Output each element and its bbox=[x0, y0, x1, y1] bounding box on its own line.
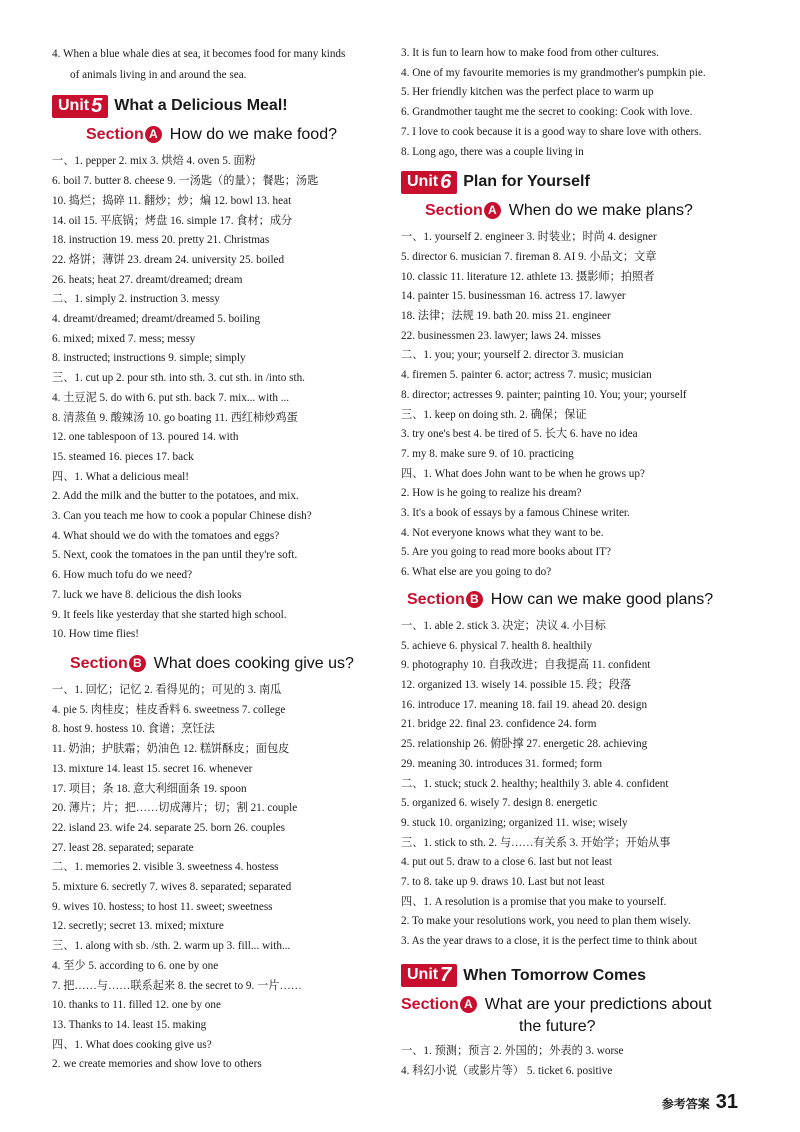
answer-line: 8. 清蒸鱼 9. 酸辣汤 10. go boating 11. 西红柿炒鸡蛋 bbox=[52, 411, 298, 424]
answer-line: 20. 薄片；片；把……切成薄片；切；割 21. couple bbox=[52, 802, 298, 815]
answer-line: 三、1. along with sb. /sth. 2. warm up 3. fill... with... bbox=[52, 940, 291, 953]
answer-line: 3. As the year draws to a close, it is the perfect time to think about bbox=[401, 935, 698, 948]
answer-line: 一、1. 回忆；记忆 2. 看得见的；可见的 3. 南瓜 bbox=[52, 683, 282, 696]
answer-line: 9. photography 10. 自我改进；自我提高 11. confident bbox=[401, 659, 651, 672]
answer-line: 6. Grandmother taught me the secret to cooking: Cook with love. bbox=[401, 106, 693, 119]
answer-line: 2. Add the milk and the butter to the potatoes, and mix. bbox=[52, 490, 299, 503]
answer-line: 三、1. cut up 2. pour sth. into sth. 3. cut sth. in /into sth. bbox=[52, 372, 305, 385]
section-title: When do we make plans? bbox=[508, 202, 693, 220]
section-a-heading bbox=[52, 124, 392, 146]
answer-line: 13. mixture 14. least 15. secret 16. whenever bbox=[52, 762, 253, 775]
answer-line: 三、1. keep on doing sth. 2. 确保；保证 bbox=[401, 408, 587, 421]
unit-7-heading bbox=[401, 964, 731, 988]
answer-line: 2. To make your resolutions work, you need to plan them wisely. bbox=[401, 915, 691, 928]
answer-line: 6. What else are you going to do? bbox=[401, 566, 552, 579]
section-letter-badge: A bbox=[484, 202, 501, 219]
answer-line: 4. What should we do with the tomatoes and eggs? bbox=[52, 529, 280, 542]
answer-line: 4. 土豆泥 5. do with 6. put sth. back 7. mix... with ... bbox=[52, 391, 290, 404]
answer-line: 12. secretly; secret 13. mixed; mixture bbox=[52, 920, 224, 933]
answer-line: 10. How time flies! bbox=[52, 628, 139, 641]
answer-line: 4. Not everyone knows what they want to be. bbox=[401, 526, 604, 539]
text-line: 4. When a blue whale dies at sea, it becomes food for many kinds bbox=[52, 48, 346, 60]
unit-title: When Tomorrow Comes bbox=[463, 966, 647, 984]
answer-line: 5. Are you going to read more books about IT? bbox=[401, 546, 612, 559]
answer-line: 二、1. stuck; stuck 2. healthy; healthily 3. able 4. confident bbox=[401, 777, 669, 790]
answer-line: 一、1. yourself 2. engineer 3. 时装业；时尚 4. designer bbox=[401, 231, 657, 244]
page-footer bbox=[662, 1091, 738, 1114]
section-label: Section B bbox=[407, 589, 483, 611]
page-number: 31 bbox=[715, 1091, 738, 1113]
unit-badge-label: Unit bbox=[58, 96, 90, 114]
answer-line: 22. 烙饼；薄饼 23. dream 24. university 25. boiled bbox=[52, 253, 285, 266]
section-label: Section A bbox=[86, 124, 162, 146]
answer-line: 26. heats; heat 27. dreamt/dreamed; dream bbox=[52, 273, 243, 286]
answer-line: 9. wives 10. hostess; to host 11. sweet; sweetness bbox=[52, 900, 273, 913]
unit-title: Plan for Yourself bbox=[463, 173, 590, 191]
answer-line: 7. I love to cook because it is a good way to share love with others. bbox=[401, 125, 702, 138]
answer-line: 6. How much tofu do we need? bbox=[52, 569, 193, 582]
answer-line: 22. island 23. wife 24. separate 25. born 26. couples bbox=[52, 821, 286, 834]
section-letter-badge: A bbox=[145, 126, 162, 143]
answer-line: 4. put out 5. draw to a close 6. last but not least bbox=[401, 856, 612, 869]
section-b-answers bbox=[401, 617, 731, 952]
answer-line: 一、1. able 2. stick 3. 决定；决议 4. 小目标 bbox=[401, 619, 606, 632]
answer-line: 29. meaning 30. introduces 31. formed; form bbox=[401, 757, 603, 770]
answer-line: 4. 科幻小说（或影片等） 5. ticket 6. positive bbox=[401, 1064, 613, 1077]
answer-line: 4. dreamt/dreamed; dreamt/dreamed 5. boiling bbox=[52, 313, 261, 326]
answer-line: 12. organized 13. wisely 14. possible 15. 段；段落 bbox=[401, 678, 632, 691]
answer-line: 8. director; actresses 9. painter; painting 10. You; your; yourself bbox=[401, 388, 687, 401]
section-title: What does cooking give us? bbox=[153, 654, 354, 672]
answer-line: 10. 捣烂；捣碎 11. 翻炒；炒；煸 12. bowl 13. heat bbox=[52, 194, 292, 207]
answer-line: 17. 项目；条 18. 意大利细面条 19. spoon bbox=[52, 782, 247, 795]
answer-line: 5. organized 6. wisely 7. design 8. energetic bbox=[401, 797, 598, 810]
section-a-answers bbox=[401, 228, 731, 583]
right-column bbox=[401, 44, 731, 1081]
unit-number: 7 bbox=[440, 964, 452, 987]
section-b-answers bbox=[52, 681, 392, 1075]
answer-line: 14. painter 15. businessman 16. actress 17. lawyer bbox=[401, 290, 626, 303]
answer-line: 21. bridge 22. final 23. confidence 24. form bbox=[401, 718, 597, 731]
unit-badge bbox=[401, 171, 457, 194]
answer-line: 一、1. 预测；预言 2. 外国的；外表的 3. worse bbox=[401, 1044, 624, 1057]
answer-line: 四、1. What does cooking give us? bbox=[52, 1038, 212, 1051]
answer-line: 3. It's a book of essays by a famous Chinese writer. bbox=[401, 507, 630, 520]
unit-number: 6 bbox=[440, 170, 452, 193]
answer-line: 3. try one's best 4. be tired of 5. 长大 6. have no idea bbox=[401, 428, 638, 441]
answer-line: 5. director 6. musician 7. fireman 8. AI 9. 小品文；文章 bbox=[401, 250, 657, 263]
left-column bbox=[52, 44, 392, 1075]
section-letter-badge: A bbox=[460, 996, 477, 1013]
answer-line: 2. we create memories and show love to others bbox=[52, 1058, 262, 1071]
section-title: What are your predictions about bbox=[484, 995, 712, 1013]
answer-line: 四、1. What does John want to be when he grows up? bbox=[401, 467, 645, 480]
section-label: Section B bbox=[70, 653, 146, 675]
answer-line: 9. stuck 10. organizing; organized 11. wise; wisely bbox=[401, 816, 628, 829]
section-label: Section A bbox=[425, 200, 501, 222]
answer-line: 15. steamed 16. pieces 17. back bbox=[52, 450, 194, 463]
answer-line: 14. oil 15. 平底锅；烤盘 16. simple 17. 食材；成分 bbox=[52, 214, 293, 227]
section-a-answers bbox=[401, 1042, 731, 1081]
answer-line: 27. least 28. separated; separate bbox=[52, 841, 194, 854]
answer-line: 8. Long ago, there was a couple living in bbox=[401, 145, 584, 158]
answer-line: 18. 法律；法规 19. bath 20. miss 21. engineer bbox=[401, 310, 611, 323]
unit-badge bbox=[52, 95, 108, 118]
answer-line: 6. boil 7. butter 8. cheese 9. 一汤匙（的量）；餐匙；汤匙 bbox=[52, 175, 319, 188]
answer-line: 二、1. simply 2. instruction 3. messy bbox=[52, 293, 220, 306]
unit-badge-label: Unit bbox=[407, 966, 439, 984]
answer-line: 4. firemen 5. painter 6. actor; actress 7. music; musician bbox=[401, 369, 652, 382]
section-title-continued: the future? bbox=[519, 1017, 596, 1035]
answer-line: 7. my 8. make sure 9. of 10. practicing bbox=[401, 447, 574, 460]
answer-line: 7. luck we have 8. delicious the dish looks bbox=[52, 588, 242, 601]
answer-line: 5. Next, cook the tomatoes in the pan until they're soft. bbox=[52, 549, 298, 562]
answer-line: 6. mixed; mixed 7. mess; messy bbox=[52, 332, 196, 345]
section-b-heading bbox=[52, 653, 392, 675]
answer-line: 2. How is he going to realize his dream? bbox=[401, 487, 582, 500]
text-line: of animals living in and around the sea. bbox=[70, 69, 247, 82]
unit-6-heading bbox=[401, 170, 731, 194]
answer-line: 16. introduce 17. meaning 18. fail 19. ahead 20. design bbox=[401, 698, 648, 711]
section-a-answers bbox=[52, 152, 392, 645]
section-b-heading bbox=[401, 589, 731, 611]
answer-line: 3. It is fun to learn how to make food from other cultures. bbox=[401, 47, 659, 59]
answer-line: 5. Her friendly kitchen was the perfect place to warm up bbox=[401, 86, 654, 99]
answer-line: 7. to 8. take up 9. draws 10. Last but not least bbox=[401, 876, 605, 889]
answer-line: 9. It feels like yesterday that she started high school. bbox=[52, 608, 287, 621]
unit-number: 5 bbox=[91, 94, 103, 117]
answer-line: 四、1. What a delicious meal! bbox=[52, 470, 190, 483]
answer-line: 8. host 9. hostess 10. 食谱；烹饪法 bbox=[52, 723, 215, 736]
answer-line: 5. achieve 6. physical 7. health 8. healthily bbox=[401, 639, 593, 652]
answer-line: 25. relationship 26. 俯卧撑 27. energetic 28. achieving bbox=[401, 738, 648, 751]
answer-line: 13. Thanks to 14. least 15. making bbox=[52, 1018, 207, 1031]
unit-badge bbox=[401, 964, 457, 987]
answer-line: 4. pie 5. 肉桂皮；桂皮香料 6. sweetness 7. college bbox=[52, 703, 286, 716]
answer-line: 二、1. you; your; yourself 2. director 3. musician bbox=[401, 349, 624, 362]
unit-5-heading bbox=[52, 94, 392, 118]
answer-line: 18. instruction 19. mess 20. pretty 21. Christmas bbox=[52, 234, 270, 247]
section-title: How can we make good plans? bbox=[490, 590, 714, 608]
answer-line: 四、1. A resolution is a promise that you make to yourself. bbox=[401, 895, 667, 908]
section-a-heading bbox=[401, 200, 731, 222]
section-letter-badge: B bbox=[466, 591, 483, 608]
answer-line: 4. 至少 5. according to 6. one by one bbox=[52, 959, 219, 972]
answer-line: 7. 把……与……联系起来 8. the secret to 9. 一片…… bbox=[52, 979, 302, 992]
answer-line: 12. one tablespoon of 13. poured 14. with bbox=[52, 431, 239, 444]
answer-line: 3. Can you teach me how to cook a popular Chinese dish? bbox=[52, 510, 312, 523]
footer-label: 参考答案 bbox=[661, 1097, 710, 1111]
section-title: How do we make food? bbox=[169, 126, 337, 144]
answer-line: 三、1. stick to sth. 2. 与……有关系 3. 开始学；开始从事 bbox=[401, 836, 671, 849]
answer-line: 10. classic 11. literature 12. athlete 13. 摄影师；拍照者 bbox=[401, 270, 655, 283]
unit-title: What a Delicious Meal! bbox=[114, 97, 288, 115]
answer-line: 4. One of my favourite memories is my grandmother's pumpkin pie. bbox=[401, 66, 706, 79]
unit-badge-label: Unit bbox=[407, 172, 439, 190]
answer-line: 10. thanks to 11. filled 12. one by one bbox=[52, 999, 221, 1012]
answer-line: 一、1. pepper 2. mix 3. 烘焙 4. oven 5. 面粉 bbox=[52, 155, 256, 168]
intro-answers bbox=[401, 44, 731, 162]
answer-line: 11. 奶油；护肤霜；奶油色 12. 糕饼酥皮；面包皮 bbox=[52, 743, 290, 756]
answer-line: 8. instructed; instructions 9. simple; simply bbox=[52, 352, 246, 365]
section-letter-badge: B bbox=[129, 655, 146, 672]
answer-line: 5. mixture 6. secretly 7. wives 8. separated; separated bbox=[52, 881, 292, 894]
section-label: Section A bbox=[401, 994, 477, 1016]
section-a-heading bbox=[401, 994, 731, 1038]
answer-line: 二、1. memories 2. visible 3. sweetness 4. hostess bbox=[52, 861, 279, 874]
answer-line: 22. businessmen 23. lawyer; laws 24. misses bbox=[401, 329, 601, 342]
